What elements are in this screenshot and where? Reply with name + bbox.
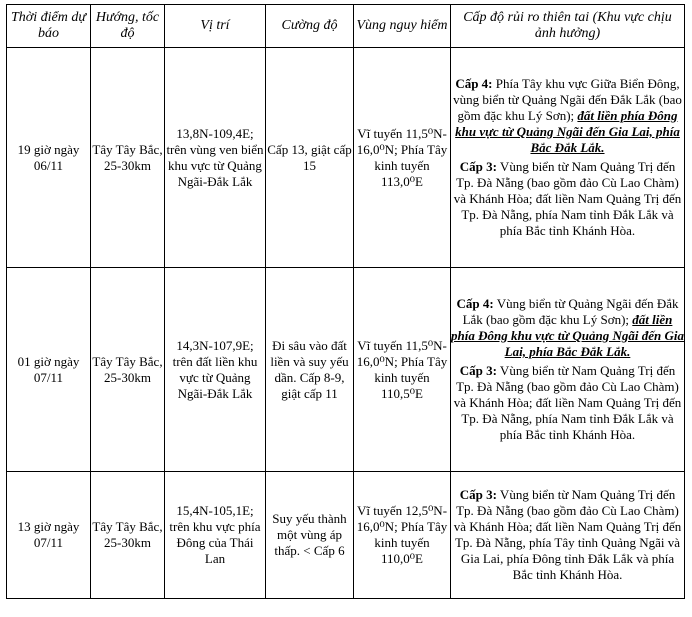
risk-text: Vùng biển từ Nam Quảng Trị đến Tp. Đà Nẵng (bao gồm đảo Cù Lao Chàm) và Khánh Hòa; đất liền Nam Quảng Trị đến Tp. Đà Nẵng, phía Nam tỉnh Đắk Lắk và phía Bắc tỉnh Khánh Hòa. bbox=[453, 159, 682, 238]
cell-direction: Tây Tây Bắc, 25-30km bbox=[91, 48, 165, 268]
risk-level-label: Cấp 4: bbox=[455, 76, 493, 91]
cell-intensity: Đi sâu vào đất liền và suy yếu dần. Cấp 8-9, giật cấp 11 bbox=[266, 268, 354, 472]
cell-time: 13 giờ ngày 07/11 bbox=[7, 472, 91, 599]
cell-danger-zone: Vĩ tuyến 11,5⁰N-16,0⁰N; Phía Tây kinh tuyến 113,0⁰E bbox=[354, 48, 451, 268]
risk-text: Phía Tây khu vực Giữa Biển Đông, vùng biển từ Quảng Ngãi đến Đắk Lắk (bao gồm đặc khu Lý Sơn); bbox=[453, 76, 682, 123]
table-row bbox=[7, 48, 685, 268]
risk-level-4 bbox=[451, 76, 684, 156]
risk-level-4 bbox=[451, 296, 684, 360]
risk-level-label: Cấp 4: bbox=[456, 296, 494, 311]
risk-emphasis: đất liền phía Đông khu vực từ Quảng Ngãi đến Gia Lai, phía Bắc Đắk Lắk. bbox=[451, 312, 684, 359]
cell-position: 14,3N-107,9E; trên đất liền khu vực từ Quảng Ngãi-Đắk Lắk bbox=[165, 268, 266, 472]
risk-text: Vùng biển từ Nam Quảng Trị đến Tp. Đà Nẵng (bao gồm đảo Cù Lao Chàm) và Khánh Hòa; đất liền Nam Quảng Trị đến Tp. Đà Nẵng, phía Nam tỉnh Đắk Lắk và phía Bắc tỉnh Khánh Hòa. bbox=[453, 363, 682, 442]
risk-text: Vùng biển từ Quảng Ngãi đến Đắk Lắk (bao gồm đặc khu Lý Sơn); bbox=[462, 296, 679, 327]
risk-emphasis: đất liền phía Đông khu vực từ Quảng Ngãi đến Gia Lai, phía Bắc Đắk Lắk. bbox=[455, 108, 680, 155]
header-time: Thời điểm dự báo bbox=[7, 5, 91, 48]
header-risk: Cấp độ rủi ro thiên tai (Khu vực chịu ảnh hưởng) bbox=[451, 5, 685, 48]
risk-level-label: Cấp 3: bbox=[459, 363, 497, 378]
cell-risk bbox=[451, 472, 685, 599]
header-danger-zone: Vùng nguy hiểm bbox=[354, 5, 451, 48]
cell-position: 13,8N-109,4E; trên vùng ven biển khu vực từ Quảng Ngãi-Đắk Lắk bbox=[165, 48, 266, 268]
forecast-table bbox=[6, 4, 685, 599]
cell-risk bbox=[451, 268, 685, 472]
header-row bbox=[7, 5, 685, 48]
cell-intensity: Suy yếu thành một vùng áp thấp. < Cấp 6 bbox=[266, 472, 354, 599]
risk-level-3 bbox=[451, 487, 684, 583]
cell-time: 19 giờ ngày 06/11 bbox=[7, 48, 91, 268]
risk-text: Vùng biển từ Nam Quảng Trị đến Tp. Đà Nẵng (bao gồm đảo Cù Lao Chàm) và Khánh Hòa; đất liền Nam Quảng Trị đến Tp. Đà Nẵng, phía Tây tỉnh Quảng Ngãi và Gia Lai, phía Đông tỉnh Đắk Lắk và phía Bắc tỉnh Khánh Hòa. bbox=[453, 487, 682, 582]
risk-level-3 bbox=[451, 159, 684, 239]
cell-risk bbox=[451, 48, 685, 268]
header-position: Vị trí bbox=[165, 5, 266, 48]
cell-time: 01 giờ ngày 07/11 bbox=[7, 268, 91, 472]
table-row bbox=[7, 268, 685, 472]
cell-position: 15,4N-105,1E; trên khu vực phía Đông của Thái Lan bbox=[165, 472, 266, 599]
header-intensity: Cường độ bbox=[266, 5, 354, 48]
risk-level-3 bbox=[451, 363, 684, 443]
risk-level-label: Cấp 3: bbox=[459, 159, 497, 174]
cell-direction: Tây Tây Bắc, 25-30km bbox=[91, 268, 165, 472]
cell-danger-zone: Vĩ tuyến 12,5⁰N-16,0⁰N; Phía Tây kinh tuyến 110,0⁰E bbox=[354, 472, 451, 599]
header-direction: Hướng, tốc độ bbox=[91, 5, 165, 48]
table-row bbox=[7, 472, 685, 599]
cell-intensity: Cấp 13, giật cấp 15 bbox=[266, 48, 354, 268]
cell-danger-zone: Vĩ tuyến 11,5⁰N-16,0⁰N; Phía Tây kinh tuyến 110,5⁰E bbox=[354, 268, 451, 472]
cell-direction: Tây Tây Bắc, 25-30km bbox=[91, 472, 165, 599]
risk-level-label: Cấp 3: bbox=[459, 487, 497, 502]
